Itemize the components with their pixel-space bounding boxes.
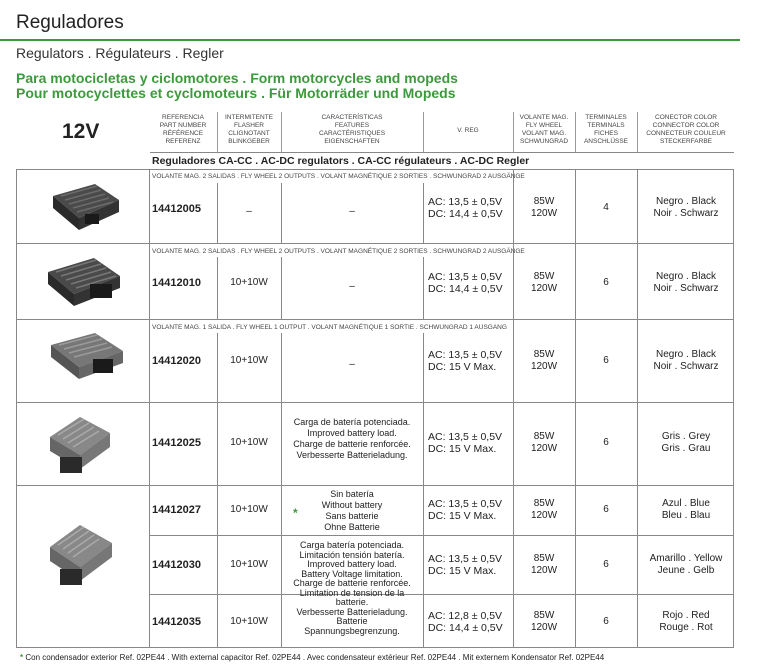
flywheel-cell: 85W 120W — [530, 498, 558, 521]
vreg-cell: AC: 13,5 ± 0,5V DC: 15 V Max. — [428, 349, 503, 373]
features-cell: Carga batería potenciada. Limitación tensión batería. Improved battery load. Battery Voltage limitation. Charge de batterie renforcée. Limitation de tension de la batterie. Verbesserte Batterieladung. Batterie Spannungsbegrenzung. — [293, 540, 411, 636]
terminals-cell: 6 — [603, 559, 609, 570]
flywheel-cell: 85W 120W — [530, 431, 558, 454]
flywheel-cell: 85W 120W — [530, 349, 558, 372]
regulator-image-14412005 — [45, 178, 125, 233]
regulator-image-14412025 — [40, 407, 125, 482]
vreg-cell: AC: 13,5 ± 0,5V DC: 15 V Max. — [428, 498, 503, 522]
row-note-1: VOLANTE MAG. 2 SALIDAS . FLY WHEEL 2 OUTPUTS . VOLANT MAGNÉTIQUE 2 SORTIES . SCHWUNGRAD 2 AUSGÄNGE — [152, 173, 525, 180]
flywheel-cell: 85W 120W — [530, 610, 558, 633]
section-title: Reguladores CA-CC . AC-DC regulators . CA-CC régulateurs . AC-DC Regler — [152, 155, 530, 167]
regulator-image-14412010 — [40, 252, 130, 312]
ref-14412020: 14412020 — [152, 355, 201, 367]
terminals-cell: 6 — [603, 355, 609, 366]
features-cell: – — [349, 359, 355, 370]
flasher-cell: 10+10W — [230, 559, 268, 570]
features-cell: – — [349, 281, 355, 292]
col-header-flasher: INTERMITENTE FLASHER CLIGNOTANT BLINKGEBER — [224, 114, 274, 145]
footnote-star-icon: * — [20, 653, 24, 662]
connector-color-cell: Negro . Black Noir . Schwarz — [653, 271, 719, 294]
ref-14412025: 14412025 — [152, 437, 201, 449]
terminals-cell: 4 — [603, 202, 609, 213]
green-heading-2: Pour motocyclettes et cyclomoteurs . Für Motorräder und Mopeds — [16, 85, 456, 101]
flasher-cell: 10+10W — [230, 277, 268, 288]
terminals-cell: 6 — [603, 616, 609, 627]
features-cell: – — [349, 206, 355, 217]
vreg-cell: AC: 13,5 ± 0,5V DC: 14,4 ± 0,5V — [428, 196, 503, 220]
vreg-cell: AC: 13,5 ± 0,5V DC: 15 V Max. — [428, 431, 503, 455]
page-title: Reguladores — [16, 12, 124, 33]
connector-color-cell: Negro . Black Noir . Schwarz — [653, 349, 719, 372]
vreg-cell: AC: 12,8 ± 0,5V DC: 14,4 ± 0,5V — [428, 610, 503, 634]
col-header-ref: REFERENCIA PART NUMBER RÉFÉRENCE REFERENZ — [159, 114, 207, 145]
connector-color-cell: Negro . Black Noir . Schwarz — [653, 196, 719, 219]
ref-14412035: 14412035 — [152, 616, 201, 628]
page-subtitle: Regulators . Régulateurs . Regler — [16, 45, 224, 61]
features-cell: Sin batería Without battery Sans batterie Ohne Batterie — [321, 489, 383, 532]
connector-color-cell: Azul . Blue Bleu . Blau — [661, 498, 711, 521]
terminals-cell: 6 — [603, 277, 609, 288]
flasher-cell: 10+10W — [230, 504, 268, 515]
col-header-flywheel: VOLANTE MAG. FLY WHEEL VOLANT MAG. SCHWUNGRAD — [519, 114, 569, 145]
connector-color-cell: Amarillo . Yellow Jeune . Gelb — [649, 553, 723, 576]
ref-14412010: 14412010 — [152, 277, 201, 289]
title-rule — [0, 39, 740, 41]
connector-color-cell: Gris . Grey Gris . Grau — [661, 431, 711, 454]
col-header-features: CARACTERÍSTICAS FEATURES CARACTÉRISTIQUES EIGENSCHAFTEN — [318, 114, 386, 145]
vreg-cell: AC: 13,5 ± 0,5V DC: 15 V Max. — [428, 553, 503, 577]
ref-14412027: 14412027 — [152, 504, 201, 516]
green-heading-1: Para motocicletas y ciclomotores . Form motorcycles and mopeds — [16, 70, 458, 86]
flywheel-cell: 85W 120W — [530, 553, 558, 576]
flasher-cell: 10+10W — [230, 437, 268, 448]
flasher-cell: 10+10W — [230, 616, 268, 627]
terminals-cell: 6 — [603, 504, 609, 515]
footnote-text: Con condensador exterior Ref. 02PE44 . With external capacitor Ref. 02PE44 . Avec condensateur extérieur Ref. 02PE44 . Mit externem Kondensator Ref. 02PE44 — [25, 653, 605, 662]
flywheel-cell: 85W 120W — [530, 271, 558, 294]
ref-14412030: 14412030 — [152, 559, 201, 571]
col-header-vreg: V. REG — [457, 127, 479, 134]
vreg-cell: AC: 13,5 ± 0,5V DC: 14,4 ± 0,5V — [428, 271, 503, 295]
flasher-cell: 10+10W — [230, 355, 268, 366]
regulator-image-14412020 — [45, 327, 130, 387]
terminals-cell: 6 — [603, 437, 609, 448]
row-note-2: VOLANTE MAG. 2 SALIDAS . FLY WHEEL 2 OUTPUTS . VOLANT MAGNÉTIQUE 2 SORTIES . SCHWUNGRAD 2 AUSGÄNGE — [152, 248, 525, 255]
features-cell: Carga de batería potenciada. Improved battery load. Charge de batterie renforcée. Verbesserte Batterieladung. — [293, 417, 411, 460]
flywheel-cell: 85W 120W — [530, 196, 558, 219]
row-note-3: VOLANTE MAG. 1 SALIDA . FLY WHEEL 1 OUTPUT . VOLANT MAGNÉTIQUE 1 SORTIE . SCHWUNGRAD 1 AUSGANG — [152, 324, 507, 331]
header-rule — [150, 152, 734, 153]
flasher-cell: – — [246, 206, 252, 217]
connector-color-cell: Rojo . Red Rouge . Rot — [659, 610, 713, 633]
col-header-terminals: TERMINALES TERMINALS FICHES ANSCHLÜSSE — [583, 114, 629, 145]
ref-14412005: 14412005 — [152, 203, 201, 215]
footnote — [20, 653, 604, 662]
voltage-label: 12V — [62, 120, 100, 143]
col-header-connector: CONECTOR COLOR CONNECTOR COLOR CONNECTEUR COULEUR STECKERFARBE — [646, 114, 726, 145]
capacitor-star-icon: * — [293, 506, 298, 520]
regulator-image-group — [40, 515, 125, 595]
